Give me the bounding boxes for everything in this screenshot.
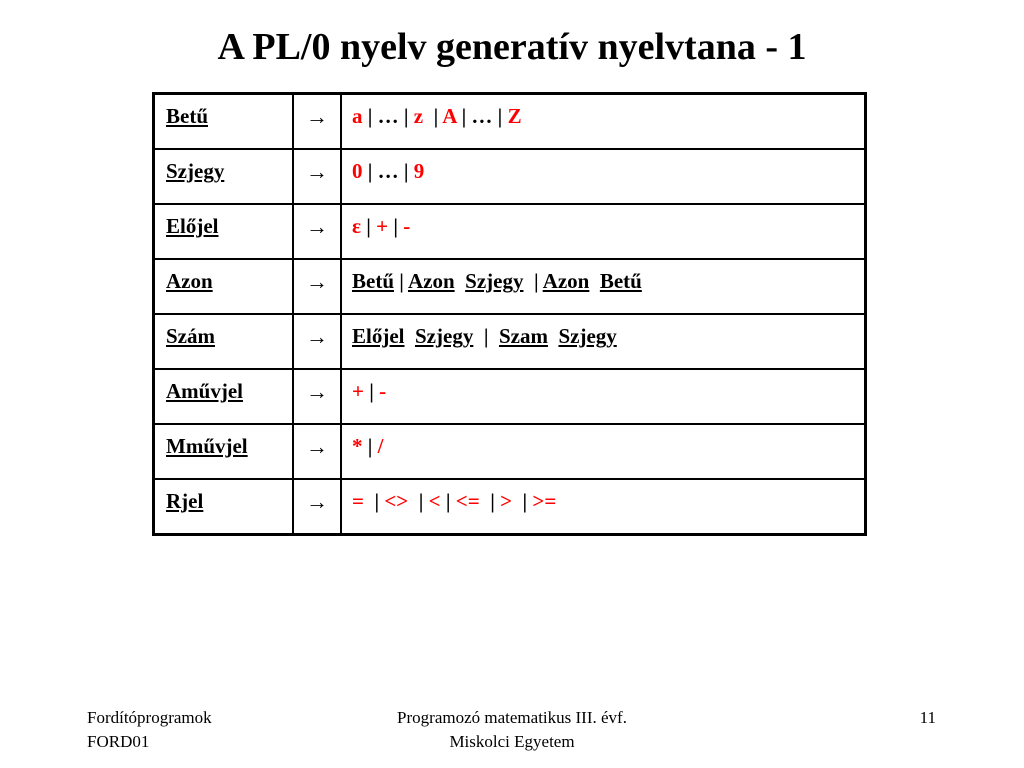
separator: | <box>362 434 378 458</box>
arrow-icon: → <box>293 424 341 479</box>
rule-rhs-cell <box>341 369 866 424</box>
separator: | <box>479 489 501 513</box>
rule-lhs: Szám <box>166 324 215 348</box>
rule-rhs-cell <box>341 424 866 479</box>
rule-rhs-cell <box>341 314 866 369</box>
terminal-symbol: <> <box>384 489 409 513</box>
separator <box>405 324 416 348</box>
rule-lhs-cell <box>154 204 294 259</box>
rule-lhs-cell <box>154 259 294 314</box>
rule-rhs-cell <box>341 204 866 259</box>
rule-row <box>154 259 866 314</box>
rule-lhs: Előjel <box>166 214 219 238</box>
separator: | <box>388 214 404 238</box>
separator: | <box>423 104 443 128</box>
footer-course-name: Fordítóprogramok <box>87 708 212 727</box>
terminal-symbol: + <box>352 379 364 403</box>
terminal-symbol: / <box>377 434 384 458</box>
separator: | <box>523 269 543 293</box>
terminal-symbol: 0 <box>352 159 363 183</box>
terminal-symbol: A <box>442 104 457 128</box>
separator: | <box>394 269 408 293</box>
nonterminal-symbol: Azon <box>407 269 455 293</box>
arrow-icon: → <box>293 204 341 259</box>
arrow-icon: → <box>293 94 341 150</box>
page-number: 11 <box>919 708 936 727</box>
terminal-symbol: 9 <box>413 159 425 183</box>
rule-lhs: Rjel <box>166 489 204 513</box>
nonterminal-symbol: Azon <box>542 269 590 293</box>
grammar-rules <box>154 94 866 535</box>
terminal-symbol: = <box>352 489 364 513</box>
separator: | <box>363 489 385 513</box>
nonterminal-symbol: Szjegy <box>558 324 617 348</box>
rule-row <box>154 149 866 204</box>
rule-row <box>154 479 866 535</box>
rule-lhs: Mművjel <box>166 434 248 458</box>
footer-program: Programozó matematikus III. évf. <box>397 708 627 727</box>
rule-lhs: Betű <box>166 104 208 128</box>
separator: | <box>363 379 380 403</box>
terminal-symbol: ε <box>352 214 361 238</box>
terminal-symbol: >= <box>532 489 557 513</box>
rule-row <box>154 424 866 479</box>
footer-center <box>0 706 1024 754</box>
separator: | <box>440 489 456 513</box>
rule-rhs-cell <box>341 149 866 204</box>
nonterminal-symbol: Szjegy <box>415 324 474 348</box>
separator: | … | <box>362 104 414 128</box>
separator <box>548 324 559 348</box>
rule-rhs-cell <box>341 94 866 150</box>
footer-right <box>920 706 936 730</box>
rule-lhs-cell <box>154 94 294 150</box>
arrow-icon: → <box>293 369 341 424</box>
terminal-symbol: * <box>352 434 363 458</box>
rule-row <box>154 204 866 259</box>
terminal-symbol: z <box>413 104 424 128</box>
terminal-symbol: < <box>428 489 441 513</box>
grammar-table <box>152 92 867 536</box>
separator: | … | <box>456 104 508 128</box>
footer-course-code: FORD01 <box>87 732 150 751</box>
nonterminal-symbol: Szam <box>498 324 548 348</box>
rule-lhs-cell <box>154 314 294 369</box>
rule-lhs-cell <box>154 369 294 424</box>
rule-rhs-cell <box>341 479 866 535</box>
rule-lhs-cell <box>154 424 294 479</box>
terminal-symbol: Z <box>507 104 522 128</box>
terminal-symbol: a <box>352 104 363 128</box>
separator <box>455 269 466 293</box>
separator: | <box>473 324 499 348</box>
rule-lhs: Azon <box>166 269 213 293</box>
terminal-symbol: - <box>403 214 411 238</box>
arrow-icon: → <box>293 314 341 369</box>
terminal-symbol: + <box>376 214 389 238</box>
nonterminal-symbol: Szjegy <box>465 269 524 293</box>
rule-row <box>154 314 866 369</box>
nonterminal-symbol: Előjel <box>352 324 405 348</box>
arrow-icon: → <box>293 149 341 204</box>
arrow-icon: → <box>293 479 341 535</box>
separator: | <box>512 489 533 513</box>
terminal-symbol: > <box>500 489 513 513</box>
separator: | <box>408 489 429 513</box>
nonterminal-symbol: Betű <box>599 269 642 293</box>
nonterminal-symbol: Betű <box>352 269 394 293</box>
rule-rhs-cell <box>341 259 866 314</box>
terminal-symbol: <= <box>455 489 480 513</box>
separator <box>589 269 600 293</box>
footer-university: Miskolci Egyetem <box>449 732 575 751</box>
separator: | <box>360 214 377 238</box>
slide-title: A PL/0 nyelv generatív nyelvtana - 1 <box>217 26 807 68</box>
rule-row <box>154 369 866 424</box>
terminal-symbol: - <box>379 379 387 403</box>
rule-row <box>154 94 866 150</box>
arrow-icon: → <box>293 259 341 314</box>
rule-lhs-cell <box>154 479 294 535</box>
rule-lhs: Szjegy <box>166 159 225 183</box>
rule-lhs-cell <box>154 149 294 204</box>
separator: | … | <box>362 159 414 183</box>
rule-lhs: Aművjel <box>166 379 243 403</box>
